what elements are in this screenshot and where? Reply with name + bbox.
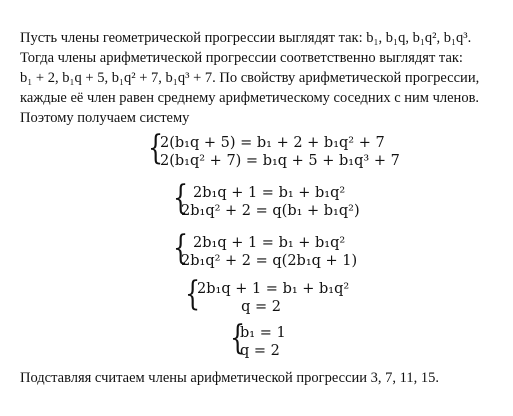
brace: {	[173, 178, 189, 218]
brace: {	[148, 128, 164, 168]
equation-system-2	[173, 178, 363, 222]
system-3-equation-2: 2b₁q² + 2 = q(2b₁q + 1)	[181, 253, 358, 269]
equation-system-3	[173, 228, 363, 272]
system-2-equation-1: 2b₁q + 1 = b₁ + b₁q²	[193, 185, 346, 201]
system-5-equation-1: b₁ = 1	[240, 325, 286, 341]
system-3-equation-1: 2b₁q + 1 = b₁ + b₁q²	[193, 235, 346, 251]
system-2-equation-2: 2b₁q² + 2 = q(b₁ + b₁q²)	[181, 203, 360, 219]
system-4-equation-2: q = 2	[241, 299, 281, 315]
intro-paragraph	[20, 28, 500, 128]
brace: {	[173, 228, 189, 268]
system-1-equation-1: 2(b₁q + 5) = b₁ + 2 + b₁q² + 7	[160, 135, 385, 151]
intro-line-5: Поэтому получаем систему	[20, 110, 190, 126]
brace: {	[185, 274, 201, 314]
system-1-equation-2: 2(b₁q² + 7) = b₁q + 5 + b₁q³ + 7	[160, 153, 400, 169]
equation-system-4	[185, 274, 350, 318]
equation-system-5	[230, 318, 300, 362]
equation-system-1	[148, 128, 400, 172]
brace: {	[230, 318, 246, 358]
system-4-equation-1: 2b₁q + 1 = b₁ + b₁q²	[197, 281, 350, 297]
conclusion-text: Подставляя считаем члены арифметической прогрессии 3, 7, 11, 15.	[20, 370, 440, 386]
intro-line-3: b₁ + 2, b₁q + 5, b₁q² + 7, b₁q³ + 7. По свойству арифметической прогрессии,	[20, 70, 480, 86]
intro-line-2: Тогда члены арифметической прогрессии соответственно выглядят так:	[20, 50, 463, 66]
intro-line-4: каждые её член равен среднему арифметическому соседних с ним членов.	[20, 90, 480, 106]
system-5-equation-2: q = 2	[240, 343, 280, 359]
intro-line-1: Пусть члены геометрической прогрессии выглядят так: b₁, b₁q, b₁q², b₁q³.	[20, 30, 472, 46]
